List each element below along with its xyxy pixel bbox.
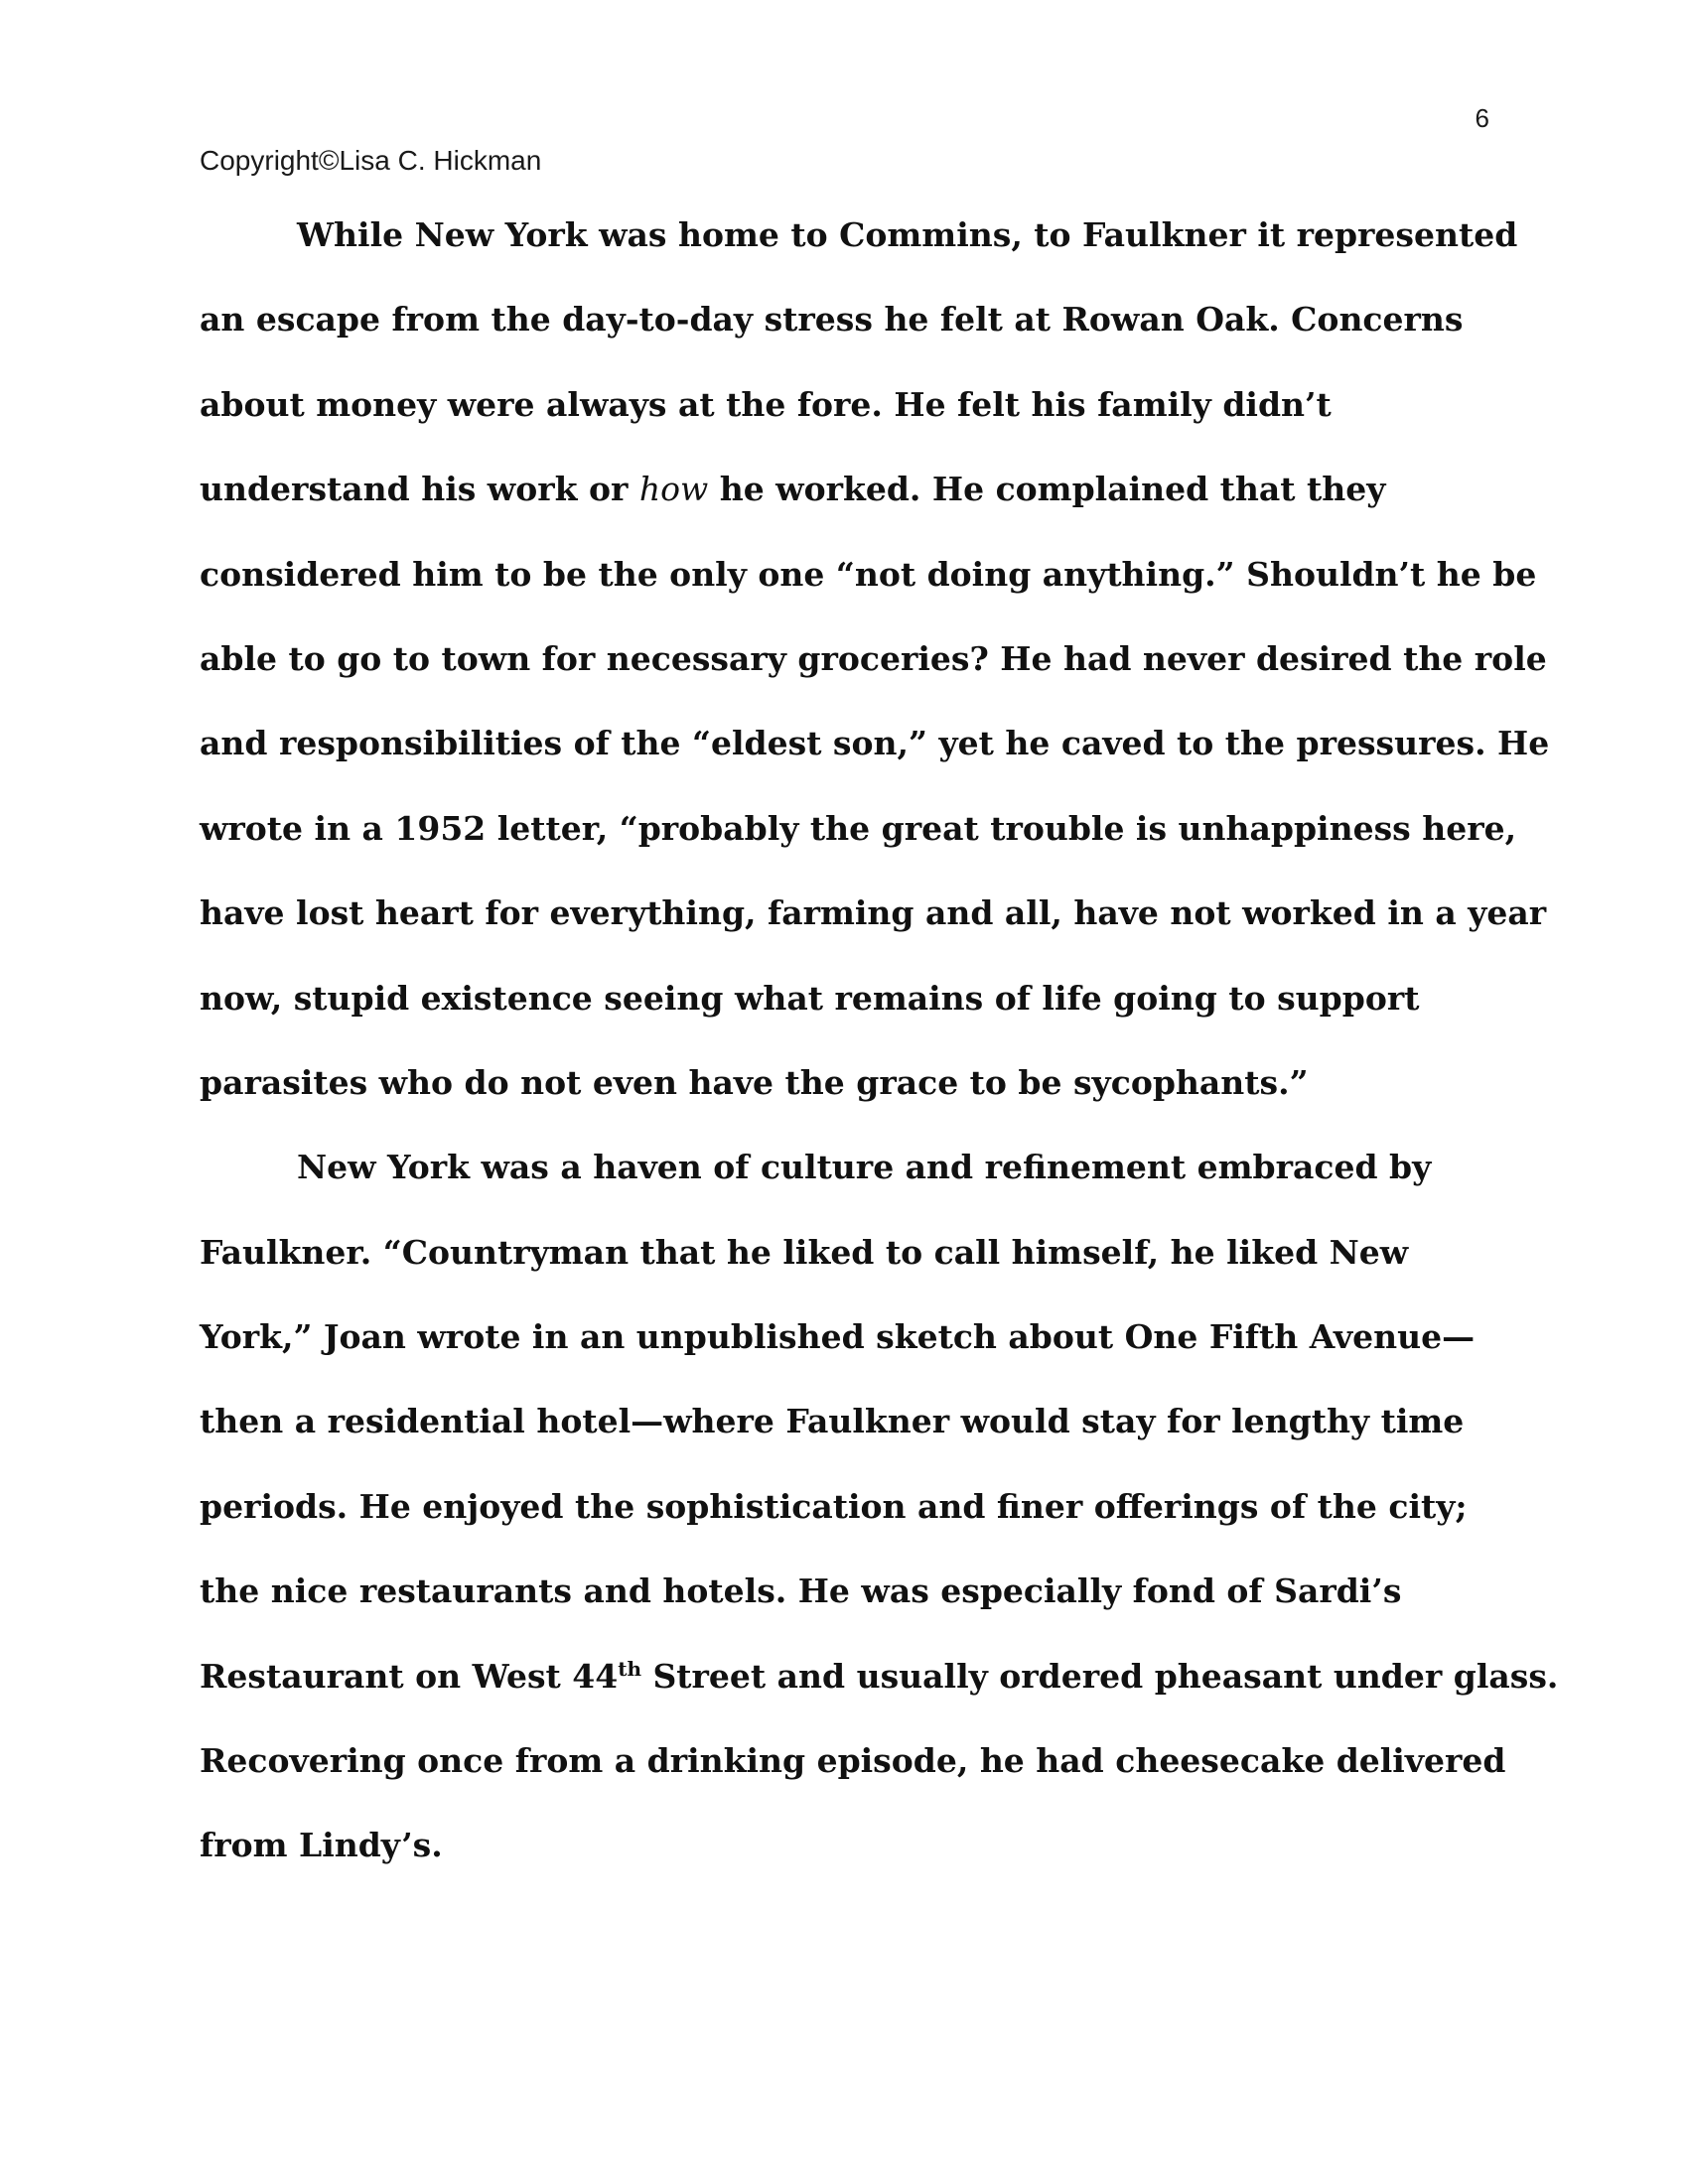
paragraph-2-line-3: York,” Joan wrote in an unpublished sketch about One Fifth Avenue— xyxy=(200,1317,1476,1357)
paragraph-2-line-7 xyxy=(200,1634,1559,1718)
paragraph-1-line-2: an escape from the day-to-day stress he felt at Rowan Oak. Concerns xyxy=(200,300,1464,340)
paragraph-1-line-11: parasites who do not even have the grace to be sycophants.” xyxy=(200,1062,1309,1102)
line-text: he worked. He complained that they xyxy=(708,470,1386,509)
paragraph-1-line-9: have lost heart for everything, farming and all, have not worked in a year xyxy=(200,893,1547,933)
line-text: Restaurant on West 44 xyxy=(200,1656,619,1696)
paragraph-1-line-3: about money were always at the fore. He felt his family didn’t xyxy=(200,384,1332,424)
paragraph-1-line-1: While New York was home to Commins, to Faulkner it represented xyxy=(297,215,1518,254)
paragraph-1-line-4 xyxy=(200,447,1500,531)
line-text: Street and usually ordered pheasant under glass. xyxy=(640,1656,1559,1696)
paragraph-1-line-6: able to go to town for necessary groceries? He had never desired the role xyxy=(200,638,1547,678)
emphasis-how: how xyxy=(638,470,709,509)
paragraph-2-line-9: from Lindy’s. xyxy=(200,1826,443,1865)
paragraph-1-line-7: and responsibilities of the “eldest son,” yet he caved to the pressures. He xyxy=(200,724,1550,763)
paragraph-1-line-10: now, stupid existence seeing what remains of life going to support xyxy=(200,978,1420,1018)
paragraph-2-line-4: then a residential hotel—where Faulkner would stay for lengthy time xyxy=(200,1402,1465,1441)
page-number: 6 xyxy=(1475,103,1489,133)
copyright-header: Copyright©Lisa C. Hickman xyxy=(200,145,542,176)
line-text: understand his work or xyxy=(200,470,639,509)
paragraph-2-line-6: the nice restaurants and hotels. He was especially fond of Sardi’s xyxy=(200,1571,1402,1611)
paragraph-2-line-1: New York was a haven of culture and refinement embraced by xyxy=(297,1148,1432,1187)
paragraph-1-line-5: considered him to be the only one “not doing anything.” Shouldn’t he be xyxy=(200,554,1537,594)
paragraph-2-line-5: periods. He enjoyed the sophistication and finer offerings of the city; xyxy=(200,1486,1468,1526)
paragraph-2-line-8: Recovering once from a drinking episode, he had cheesecake delivered xyxy=(200,1741,1506,1781)
body-text xyxy=(200,193,1559,1888)
paragraph-2-line-2: Faulkner. “Countryman that he liked to call himself, he liked New xyxy=(200,1232,1409,1272)
ordinal-superscript: th xyxy=(618,1656,641,1681)
paragraph-1-line-8: wrote in a 1952 letter, “probably the great trouble is unhappiness here, xyxy=(200,808,1517,848)
